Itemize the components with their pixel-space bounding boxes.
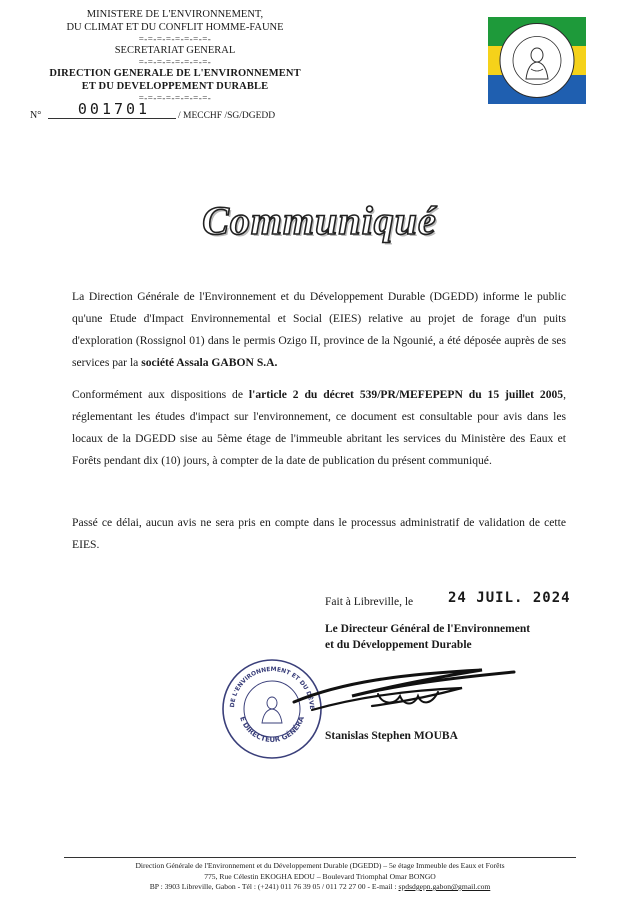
footer-email-link[interactable]: spdsdgepn.gabon@gmail.com xyxy=(398,882,491,891)
secretariat-line: SECRETARIAT GENERAL xyxy=(114,45,236,56)
paragraph-2 xyxy=(72,384,566,472)
direction-line-1: DIRECTION GENERALE DE L'ENVIRONNEMENT xyxy=(49,68,301,79)
footer-line-3: BP : 3903 Libreville, Gabon - Tél : (+241) 011 76 39 05 / 011 72 27 00 - E-mail : spdsdgepn.gabon@gmail.com xyxy=(149,882,491,891)
decree-reference: l'article 2 du décret 539/PR/MEFEPEPN du 15 juillet 2005 xyxy=(248,388,564,401)
direction-line-2: ET DU DEVELOPPEMENT DURABLE xyxy=(81,81,269,92)
company-name: société Assala GABON S.A. xyxy=(141,356,278,369)
stamp-text-bottom: E DIRECTEUR GÉNÉRA xyxy=(238,715,306,744)
signatory-name: Stanislas Stephen MOUBA xyxy=(325,730,458,742)
handwritten-signature xyxy=(282,660,522,722)
footer xyxy=(60,861,580,893)
paragraph-2-text: , réglementant les études d'impact sur l'environnement, ce document est consultable pour avis dans les locaux de la DGEDD sise au 5ème étage de l'immeuble abritant les services du Ministère des Eaux et Forêts pendant dix (10) jours, à compter de la date de publication du présent communiqué. xyxy=(72,388,567,467)
number-underline xyxy=(48,118,176,119)
gabon-emblem xyxy=(488,17,586,104)
paragraph-2-intro: Conformément aux dispositions de xyxy=(72,388,249,401)
signatory-title-line-1: Le Directeur Général de l'Environnement xyxy=(325,623,531,635)
footer-divider xyxy=(64,857,576,858)
paragraph-3 xyxy=(72,512,566,556)
ministry-line-2: DU CLIMAT ET DU CONFLIT HOMME-FAUNE xyxy=(66,22,284,33)
number-suffix: / MECCHF /SG/DGEDD xyxy=(178,111,276,121)
signature-date: 24 JUIL. 2024 xyxy=(448,590,571,606)
header-separator-3: =-=-=-=-=-=-=-=- xyxy=(138,93,212,103)
footer-line-1: Direction Générale de l'Environnement et du Développement Durable (DGEDD) – 5e étage Immeuble des Eaux et Forêts xyxy=(135,861,505,870)
header-separator-1: =-=-=-=-=-=-=-=- xyxy=(138,34,212,44)
signatory-title-line-2: et du Développement Durable xyxy=(325,639,472,651)
signatory-title xyxy=(325,621,530,653)
paragraph-1 xyxy=(72,286,566,374)
paragraph-1-text: La Direction Générale de l'Environnement et du Développement Durable (DGEDD) informe le public qu'une Etude d'Impact Environnemental et Social (EIES) relative au projet de forage d'un puits d'exploration (Rossignol 01) dans le permis Ozigo II, province de la Ngounié, a été déposée auprès de ses services par la xyxy=(72,290,566,369)
footer-line-2: 775, Rue Célestin EKOGHA EDOU – Boulevard Triomphal Omar BONGO xyxy=(204,871,436,881)
ministry-header xyxy=(40,8,310,103)
number-prefix: N° xyxy=(30,110,42,121)
page-title: Communiqué xyxy=(202,198,437,243)
ministry-line-1: MINISTERE DE L'ENVIRONNEMENT, xyxy=(86,9,264,20)
header-separator-2: =-=-=-=-=-=-=-=- xyxy=(138,57,212,67)
place-label: Fait à Libreville, le xyxy=(325,596,414,608)
stamp-text-top: DE L'ENVIRONNEMENT ET DU DÉVE xyxy=(228,665,316,710)
paragraph-3-text: Passé ce délai, aucun avis ne sera pris en compte dans le processus administratif de validation de cette EIES. xyxy=(72,516,566,551)
number-value: 001701 xyxy=(77,100,151,118)
